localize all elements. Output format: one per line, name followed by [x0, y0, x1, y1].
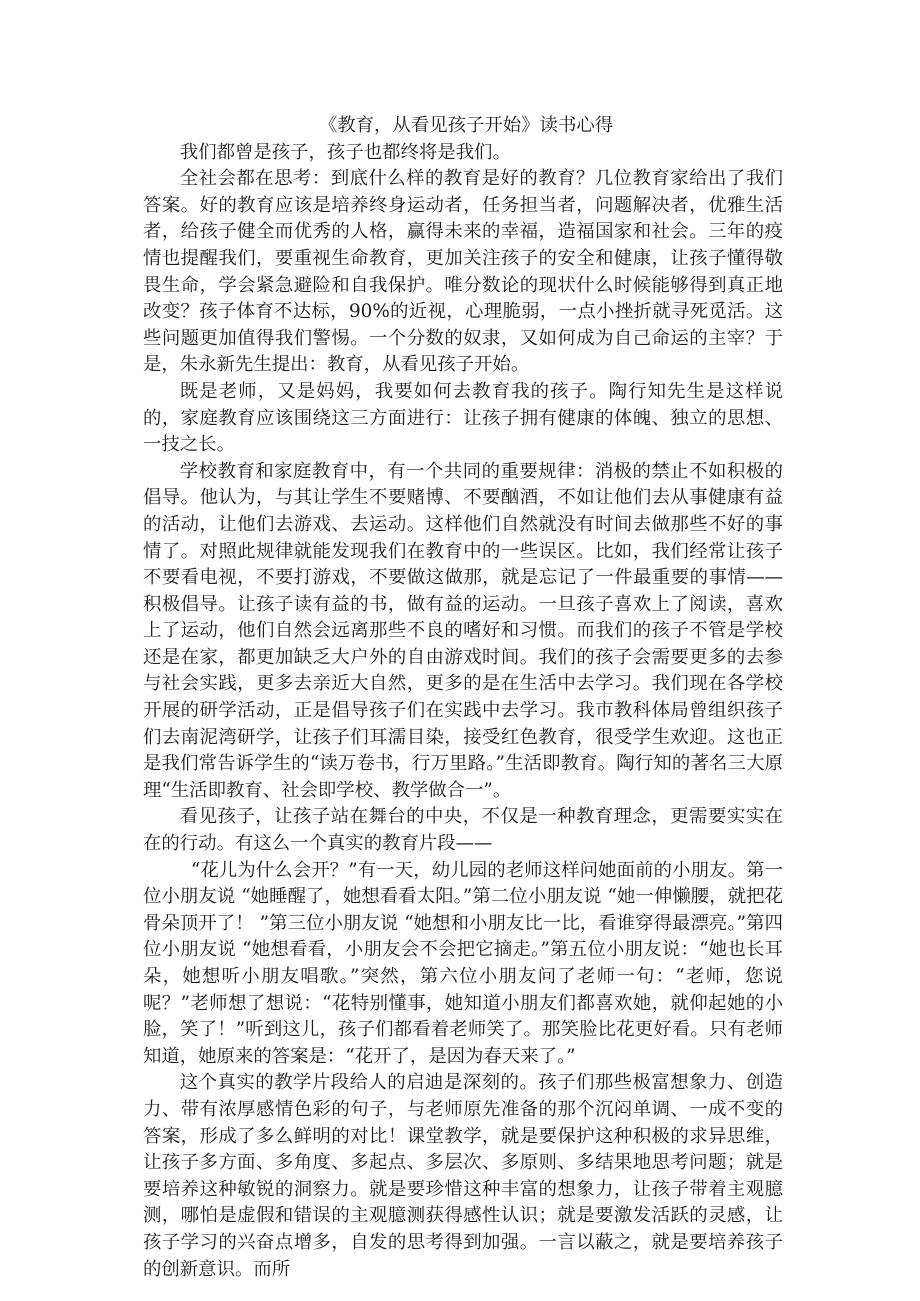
document-body — [143, 113, 783, 1283]
paragraph-positive-guidance: 学校教育和家庭教育中，有一个共同的重要规律：消极的禁止不如积极的倡导。他认为，与其让学生不要赌博、不要酗酒，不如让他们去从事健康有益的活动，让他们去游戏、去运动。这样他们自然就没有时间去做那些不好的事情了。对照此规律就能发现我们在教育中的一些误区。比如，我们经常让孩子不要看电视，不要打游戏，不要做这做那，就是忘记了一件最重要的事情——积极倡导。让孩子读有益的书，做有益的运动。一旦孩子喜欢上了阅读，喜欢上了运动，他们自然会远离那些不良的嗜好和习惯。而我们的孩子不管是学校还是在家，都更加缺乏大户外的自由游戏时间。我们的孩子会需要更多的去参与社会实践，更多去亲近大自然，更多的是在生活中去学习。我们现在各学校开展的研学活动，正是倡导孩子们在实践中去学习。我市教科体局曾组织孩子们去南泥湾研学，让孩子们耳濡目染，接受红色教育，很受学生欢迎。这也正是我们常告诉学生的“读万卷书，行万里路。”生活即教育。陶行知的著名三大原理“生活即教育、社会即学校、教学做合一”。 — [143, 460, 783, 801]
document-title: 《教育，从看见孩子开始》读书心得 — [318, 115, 614, 136]
paragraph-flower-story: “花儿为什么会开？”有一天，幼儿园的老师这样问她面前的小朋友。第一位小朋友说 “她睡醒了，她想看看太阳。”第二位小朋友说 “她一伸懒腰，就把花骨朵顶开了！ ”第三位小朋友说 “她想和小朋友比一比，看谁穿得最漂亮。”第四位小朋友说 “她想看看，小朋友会不会把它摘走。”第五位小朋友说：“她也长耳朵，她想听小朋友唱歌。”突然，第六位小朋友问了老师一句：“老师，您说呢？”老师想了想说：“花特别懂事，她知道小朋友们都喜欢她，就仰起她的小脸，笑了！”听到这儿，孩子们都看着老师笑了。那笑脸比花更好看。只有老师知道，她原来的答案是：“花开了，是因为春天来了。” — [143, 859, 783, 1067]
paragraph-see-children: 看见孩子，让孩子站在舞台的中央，不仅是一种教育理念，更需要实实在在的行动。有这么一个真实的教育片段—— — [143, 806, 783, 855]
paragraph-family-education: 既是老师，又是妈妈，我要如何去教育我的孩子。陶行知先生是这样说的，家庭教育应该围绕这三方面进行：让孩子拥有健康的体魄、独立的思想、一技之长。 — [143, 380, 783, 456]
paragraph-reflection: 这个真实的教学片段给人的启迪是深刻的。孩子们那些极富想象力、创造力、带有浓厚感情色彩的句子，与老师原先准备的那个沉闷单调、一成不变的答案，形成了多么鲜明的对比！课堂教学，就是要保护这种积极的求异思维，让孩子多方面、多角度、多起点、多层次、多原则、多结果地思考问题；就是要培养这种敏锐的洞察力。就是要珍惜这种丰富的想象力，让孩子带着主观臆测，哪怕是虚假和错误的主观臆测获得感性认识；就是要激发活跃的灵感，让孩子学习的兴奋点增多，自发的思考得到加强。一言以蔽之，就是要培养孩子的创新意识。而所 — [143, 1072, 783, 1280]
paragraph-good-education: 全社会都在思考：到底什么样的教育是好的教育？几位教育家给出了我们答案。好的教育应该是培养终身运动者，任务担当者，问题解决者，优雅生活者，给孩子健全而优秀的人格，赢得未来的幸福，造福国家和社会。三年的疫情也提醒我们，要重视生命教育，更加关注孩子的安全和健康，让孩子懂得敬畏生命，学会紧急避险和自我保护。唯分数论的现状什么时候能够得到真正地改变？孩子体育不达标，90%的近视，心理脆弱，一点小挫折就寻死觅活。这些问题更加值得我们警惕。一个分数的奴隶，又如何成为自己命运的主宰？于是，朱永新先生提出：教育，从看见孩子开始。 — [143, 168, 783, 376]
paragraph-intro: 我们都曾是孩子，孩子也都终将是我们。 — [179, 141, 511, 163]
